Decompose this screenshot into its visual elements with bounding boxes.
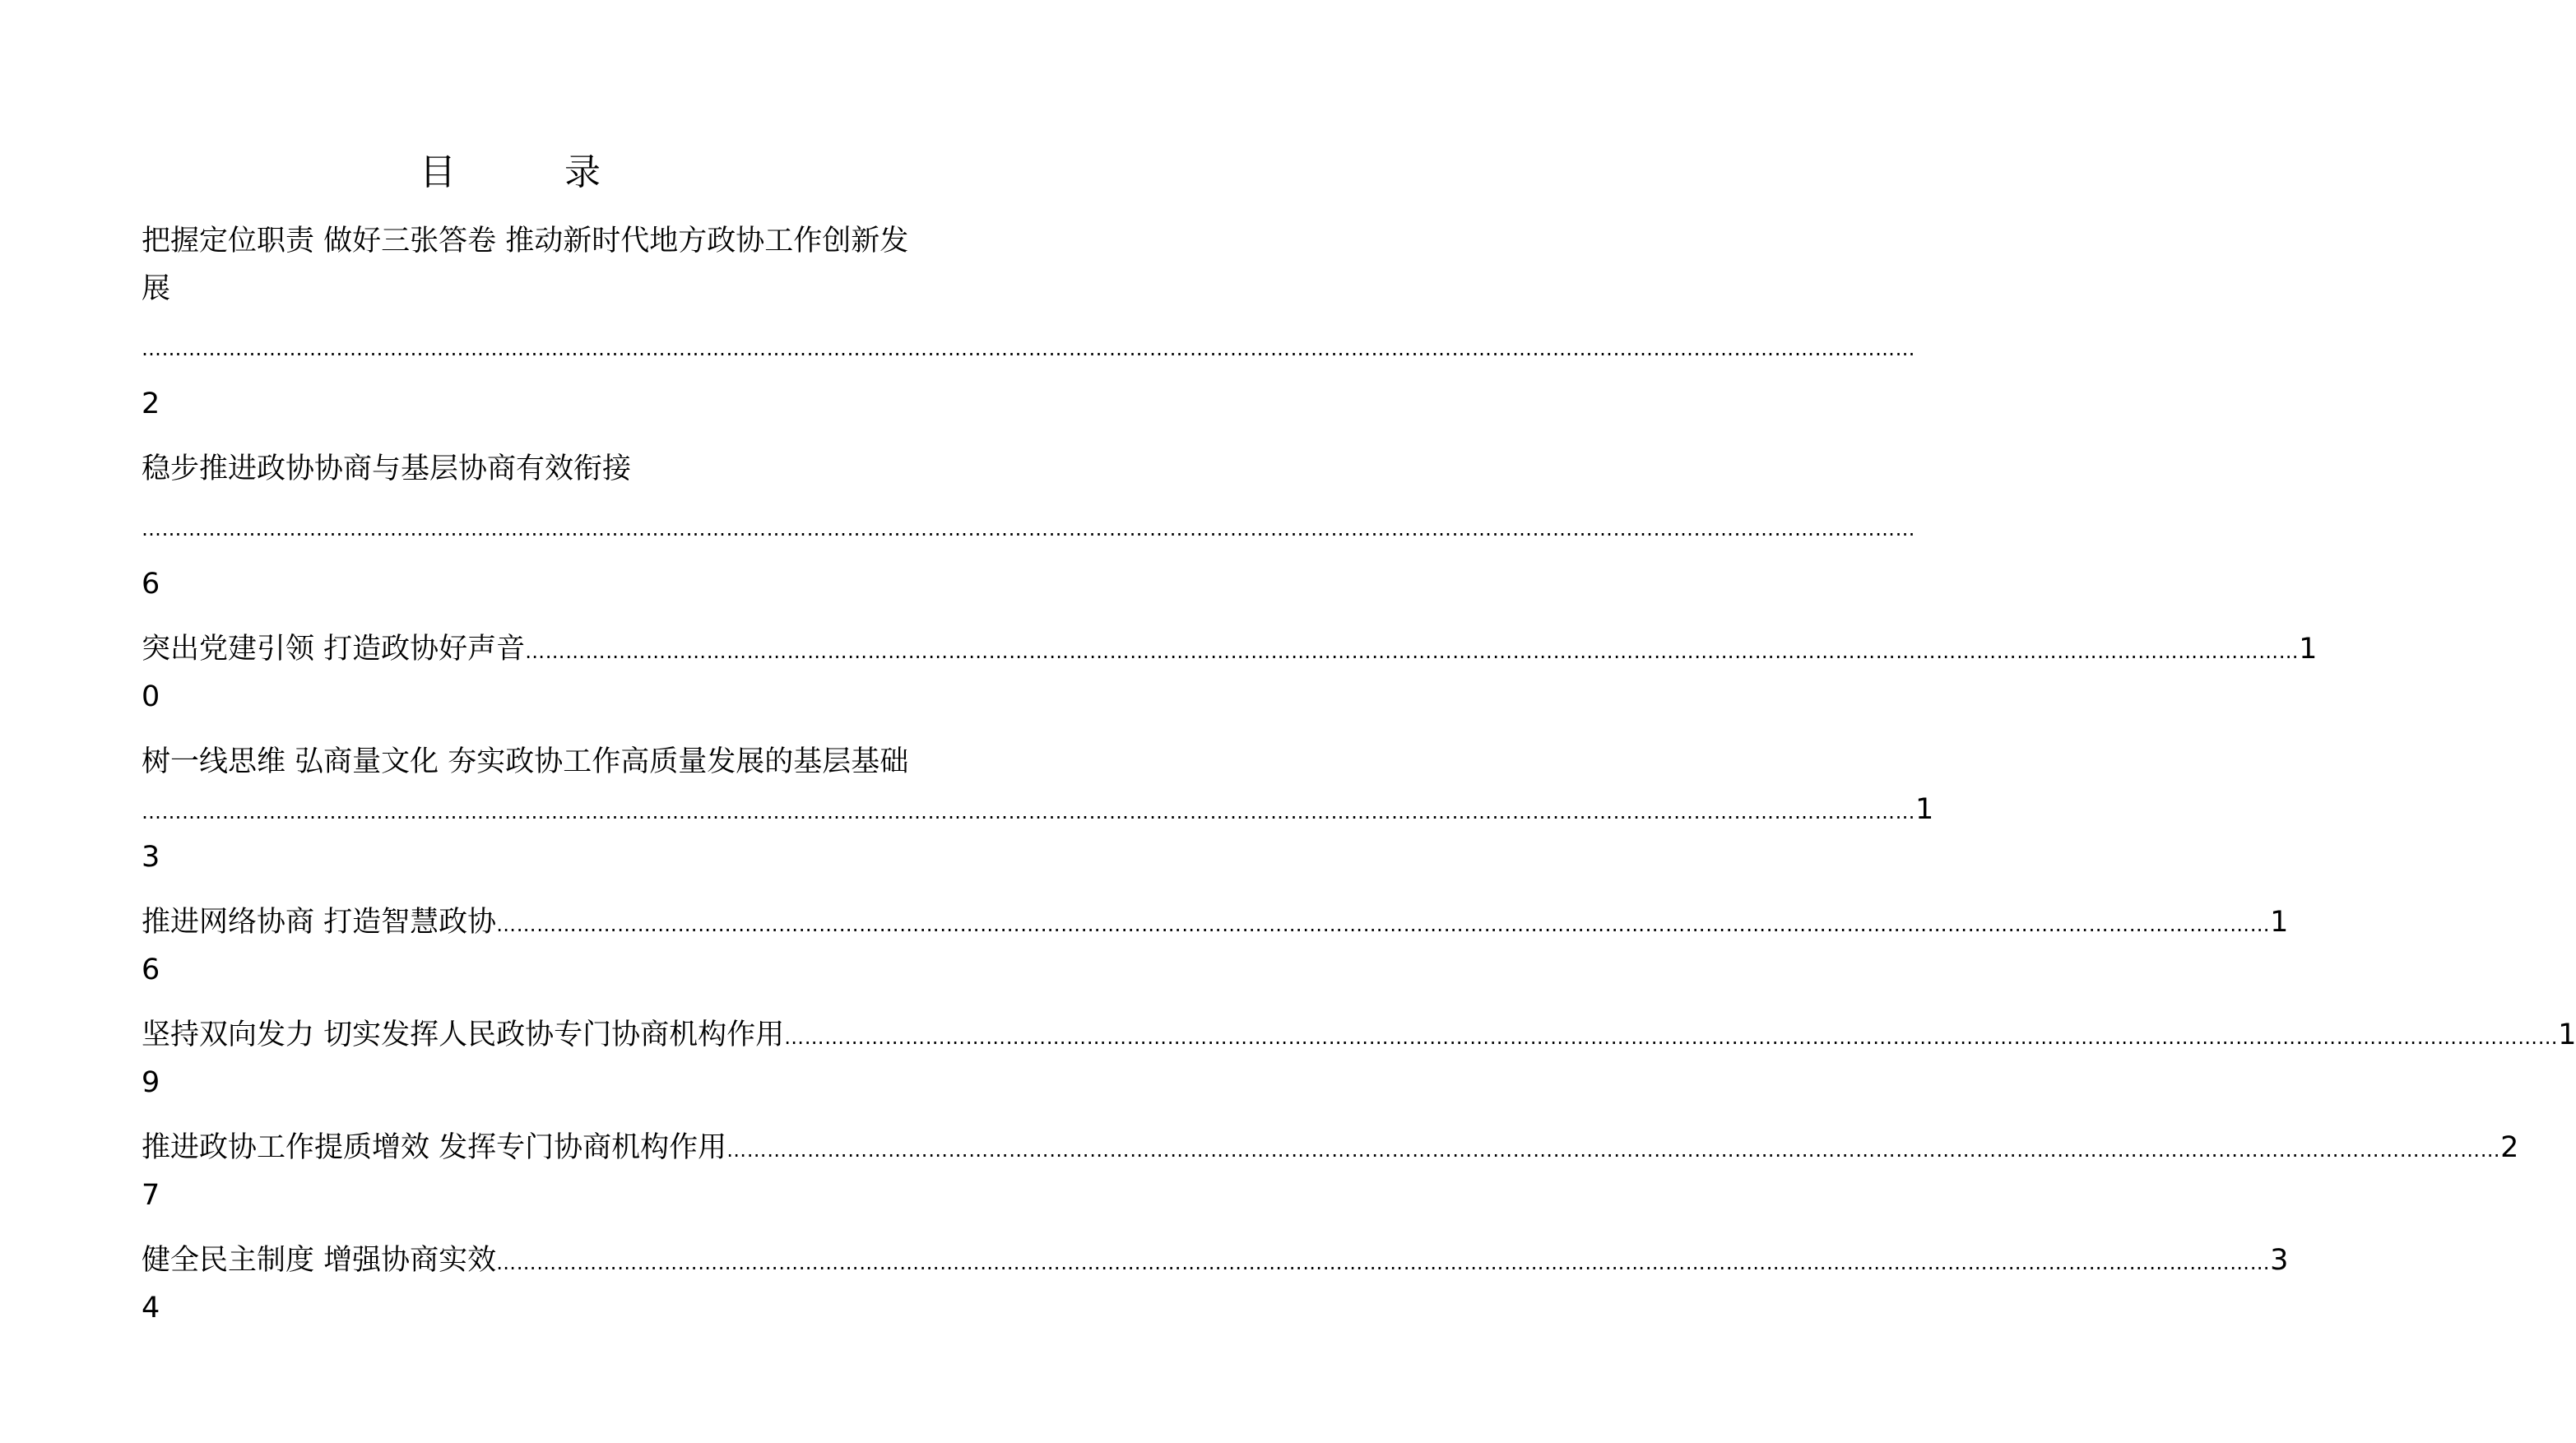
toc-entry-1[interactable]: [142, 217, 1915, 428]
toc-entry-4-page-digit-1: 1: [1915, 793, 1934, 826]
toc-entry-4-page-digit-2: 3: [142, 841, 160, 874]
toc-entry-4[interactable]: [142, 738, 1934, 881]
toc-entry-6-page-digit-2: 9: [142, 1066, 160, 1099]
dot-leader: …………………………………………………………………………………………………………………………………………………………………………………………………………………………………………: [142, 517, 1915, 541]
dot-leader: …………………………………………………………………………………………………………………………………………………………………………………………………………………………………………: [726, 1139, 2501, 1162]
table-of-contents: [142, 217, 2576, 1332]
toc-entry-3-page-digit-2: 0: [142, 680, 160, 713]
toc-entry-1-title-line-1: 把握定位职责 做好三张答卷 推动新时代地方政协工作创新发: [142, 225, 909, 258]
toc-entry-8[interactable]: [142, 1237, 2289, 1332]
toc-entry-1-title-line-2: 展: [142, 272, 171, 305]
dot-leader: …………………………………………………………………………………………………………………………………………………………………………………………………………………………………………: [525, 640, 2300, 663]
toc-entry-5-page-digit-2: 6: [142, 953, 160, 986]
toc-entry-7-page-digit-2: 7: [142, 1179, 160, 1212]
toc-title: 目 录: [420, 151, 637, 193]
toc-entry-8-page-digit-1: 3: [2270, 1244, 2289, 1277]
toc-entry-5-page-digit-1: 1: [2270, 906, 2289, 939]
toc-entry-2-title: 稳步推进政协协商与基层协商有效衔接: [142, 452, 632, 485]
dot-leader: …………………………………………………………………………………………………………………………………………………………………………………………………………………………………………: [496, 1251, 2271, 1274]
toc-entry-2-page: 6: [142, 568, 160, 601]
toc-entry-7-page-digit-1: 2: [2500, 1131, 2519, 1164]
dot-leader: …………………………………………………………………………………………………………………………………………………………………………………………………………………………………………: [784, 1026, 2559, 1049]
toc-entry-6-page-digit-1: 1: [2558, 1018, 2576, 1051]
toc-entry-5-title: 推进网络协商 打造智慧政协: [142, 906, 497, 939]
toc-entry-7[interactable]: [142, 1124, 2519, 1219]
toc-entry-5[interactable]: [142, 898, 2289, 994]
toc-entry-3-page-digit-1: 1: [2299, 633, 2318, 666]
toc-entry-6-title: 坚持双向发力 切实发挥人民政协专门协商机构作用: [142, 1018, 785, 1051]
toc-entry-3[interactable]: [142, 625, 2318, 721]
dot-leader: …………………………………………………………………………………………………………………………………………………………………………………………………………………………………………: [142, 337, 1915, 360]
toc-entry-3-title: 突出党建引领 打造政协好声音: [142, 633, 526, 666]
toc-entry-1-page: 2: [142, 387, 160, 420]
dot-leader: …………………………………………………………………………………………………………………………………………………………………………………………………………………………………………: [496, 913, 2271, 936]
toc-entry-8-title: 健全民主制度 增强协商实效: [142, 1244, 497, 1277]
toc-entry-8-page-digit-2: 4: [142, 1292, 160, 1325]
toc-entry-7-title: 推进政协工作提质增效 发挥专门协商机构作用: [142, 1131, 727, 1164]
toc-entry-6[interactable]: [142, 1011, 2576, 1107]
dot-leader: …………………………………………………………………………………………………………………………………………………………………………………………………………………………………………: [142, 800, 1915, 824]
toc-entry-4-title: 树一线思维 弘商量文化 夯实政协工作高质量发展的基层基础: [142, 745, 909, 778]
toc-entry-2[interactable]: [142, 445, 1915, 608]
